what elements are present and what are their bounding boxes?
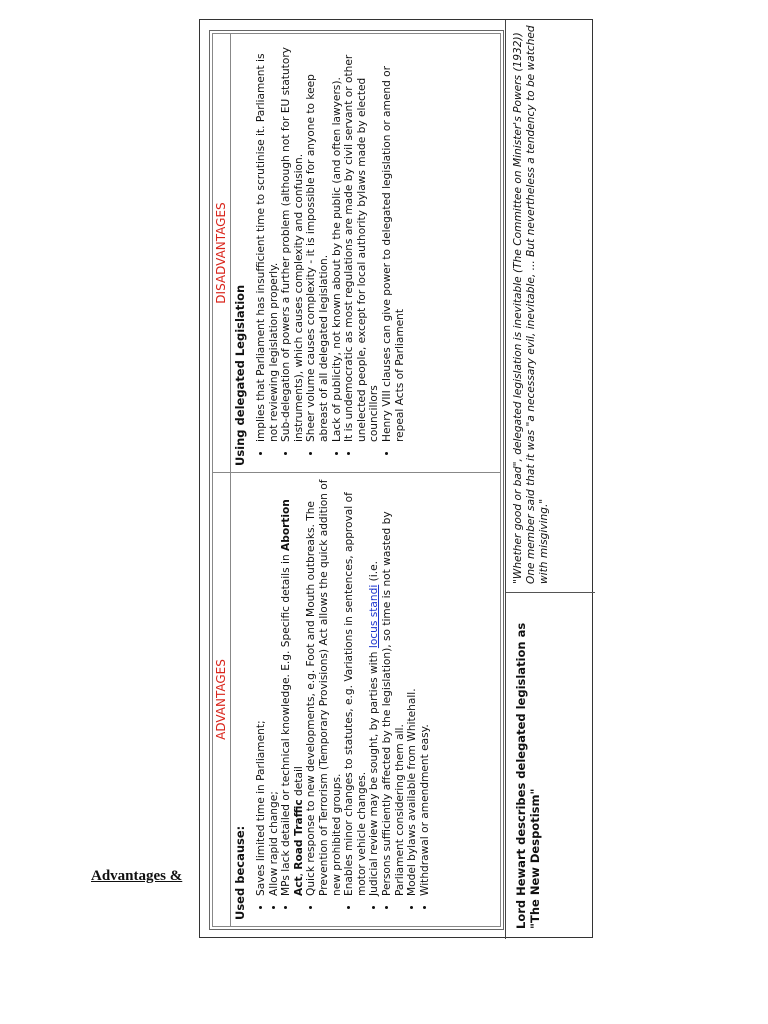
list-item: • Persons sufficiently affected by the legislation), so time is not wasted by Parliament considering them all. xyxy=(381,479,406,896)
locus-standi-link[interactable]: locus standi xyxy=(368,584,381,649)
disadvantages-column xyxy=(213,34,500,472)
list-item: • Henry VIII clauses can give power to delegated legislation or amend or repeal Acts of Parliament xyxy=(381,40,406,442)
bold-term: Abortion Act xyxy=(280,499,305,896)
rotated-page xyxy=(199,19,593,938)
item-text: MPs lack detailed or technical knowledge. E.g. Specific details in xyxy=(280,554,293,896)
list-item: • It is undemocratic as most regulations are made by civil servant or other unelected people, except for local authority bylaws made by elected councillors xyxy=(343,40,381,442)
rotated-content xyxy=(200,20,594,939)
list-item: • Withdrawal or amendment easy. xyxy=(419,479,432,896)
advantages-subheading: Used because: xyxy=(233,825,247,920)
list-item: • Lack of publicity, not known about by the public (and often lawyers). xyxy=(331,40,344,442)
item-text: detail xyxy=(292,766,305,796)
list-item: • Sheer volume causes complexity - it is impossible for anyone to keep abreast of all delegated legislation. xyxy=(305,40,330,442)
list-item: • Allow rapid change; xyxy=(268,479,281,896)
advantages-header: ADVANTAGES xyxy=(213,473,231,926)
separator: , xyxy=(292,873,305,877)
list-item: • Model bylaws available from Whitehall. xyxy=(406,479,419,896)
list-item: • implies that Parliament has insufficient time to scrutinise it. Parliament is not reviewing legislation properly. xyxy=(255,40,280,442)
item-text: (i.e. xyxy=(368,561,381,582)
item-text: Judicial review may be sought, by parties with xyxy=(368,651,381,896)
disadvantages-list xyxy=(255,40,406,452)
disadvantages-subheading: Using delegated Legislation xyxy=(233,284,247,466)
hewart-caption: Lord Hewart describes delegated legislation as "The New Despotism" xyxy=(514,622,542,929)
list-item: • Enables minor changes to statutes, e.g. Variations in sentences, approval of motor vehicle changes. xyxy=(343,479,368,896)
disadvantages-header: DISADVANTAGES xyxy=(213,34,231,472)
committee-quote: "Whether good or bad", delegated legislation is inevitable (The Committee on Minister's Powers (1932)) One member said that it was "a necessary evil, inevitable, ... But nevertheless a tendency to be watched with misgiving." xyxy=(506,24,595,593)
list-item: • Sub-delegation of powers a further problem (although not for EU statutory instruments), which causes complexity and confusion. xyxy=(280,40,305,442)
advantages-column xyxy=(213,472,500,926)
bold-term: Road Traffic xyxy=(292,799,305,870)
list-item: • Quick response to new developments, e.g. Foot and Mouth outbreaks. The Prevention of Terrorism (Temporary Provisions) Act allows the quick addition of new prohibited groups. xyxy=(305,479,343,896)
page-heading: Advantages & xyxy=(91,868,183,884)
footer-row xyxy=(505,20,595,939)
list-item xyxy=(280,479,305,896)
comparison-table xyxy=(209,30,504,930)
list-item xyxy=(368,479,381,896)
advantages-list xyxy=(255,479,431,906)
list-item: • Saves limited time in Parliament; xyxy=(255,479,268,896)
